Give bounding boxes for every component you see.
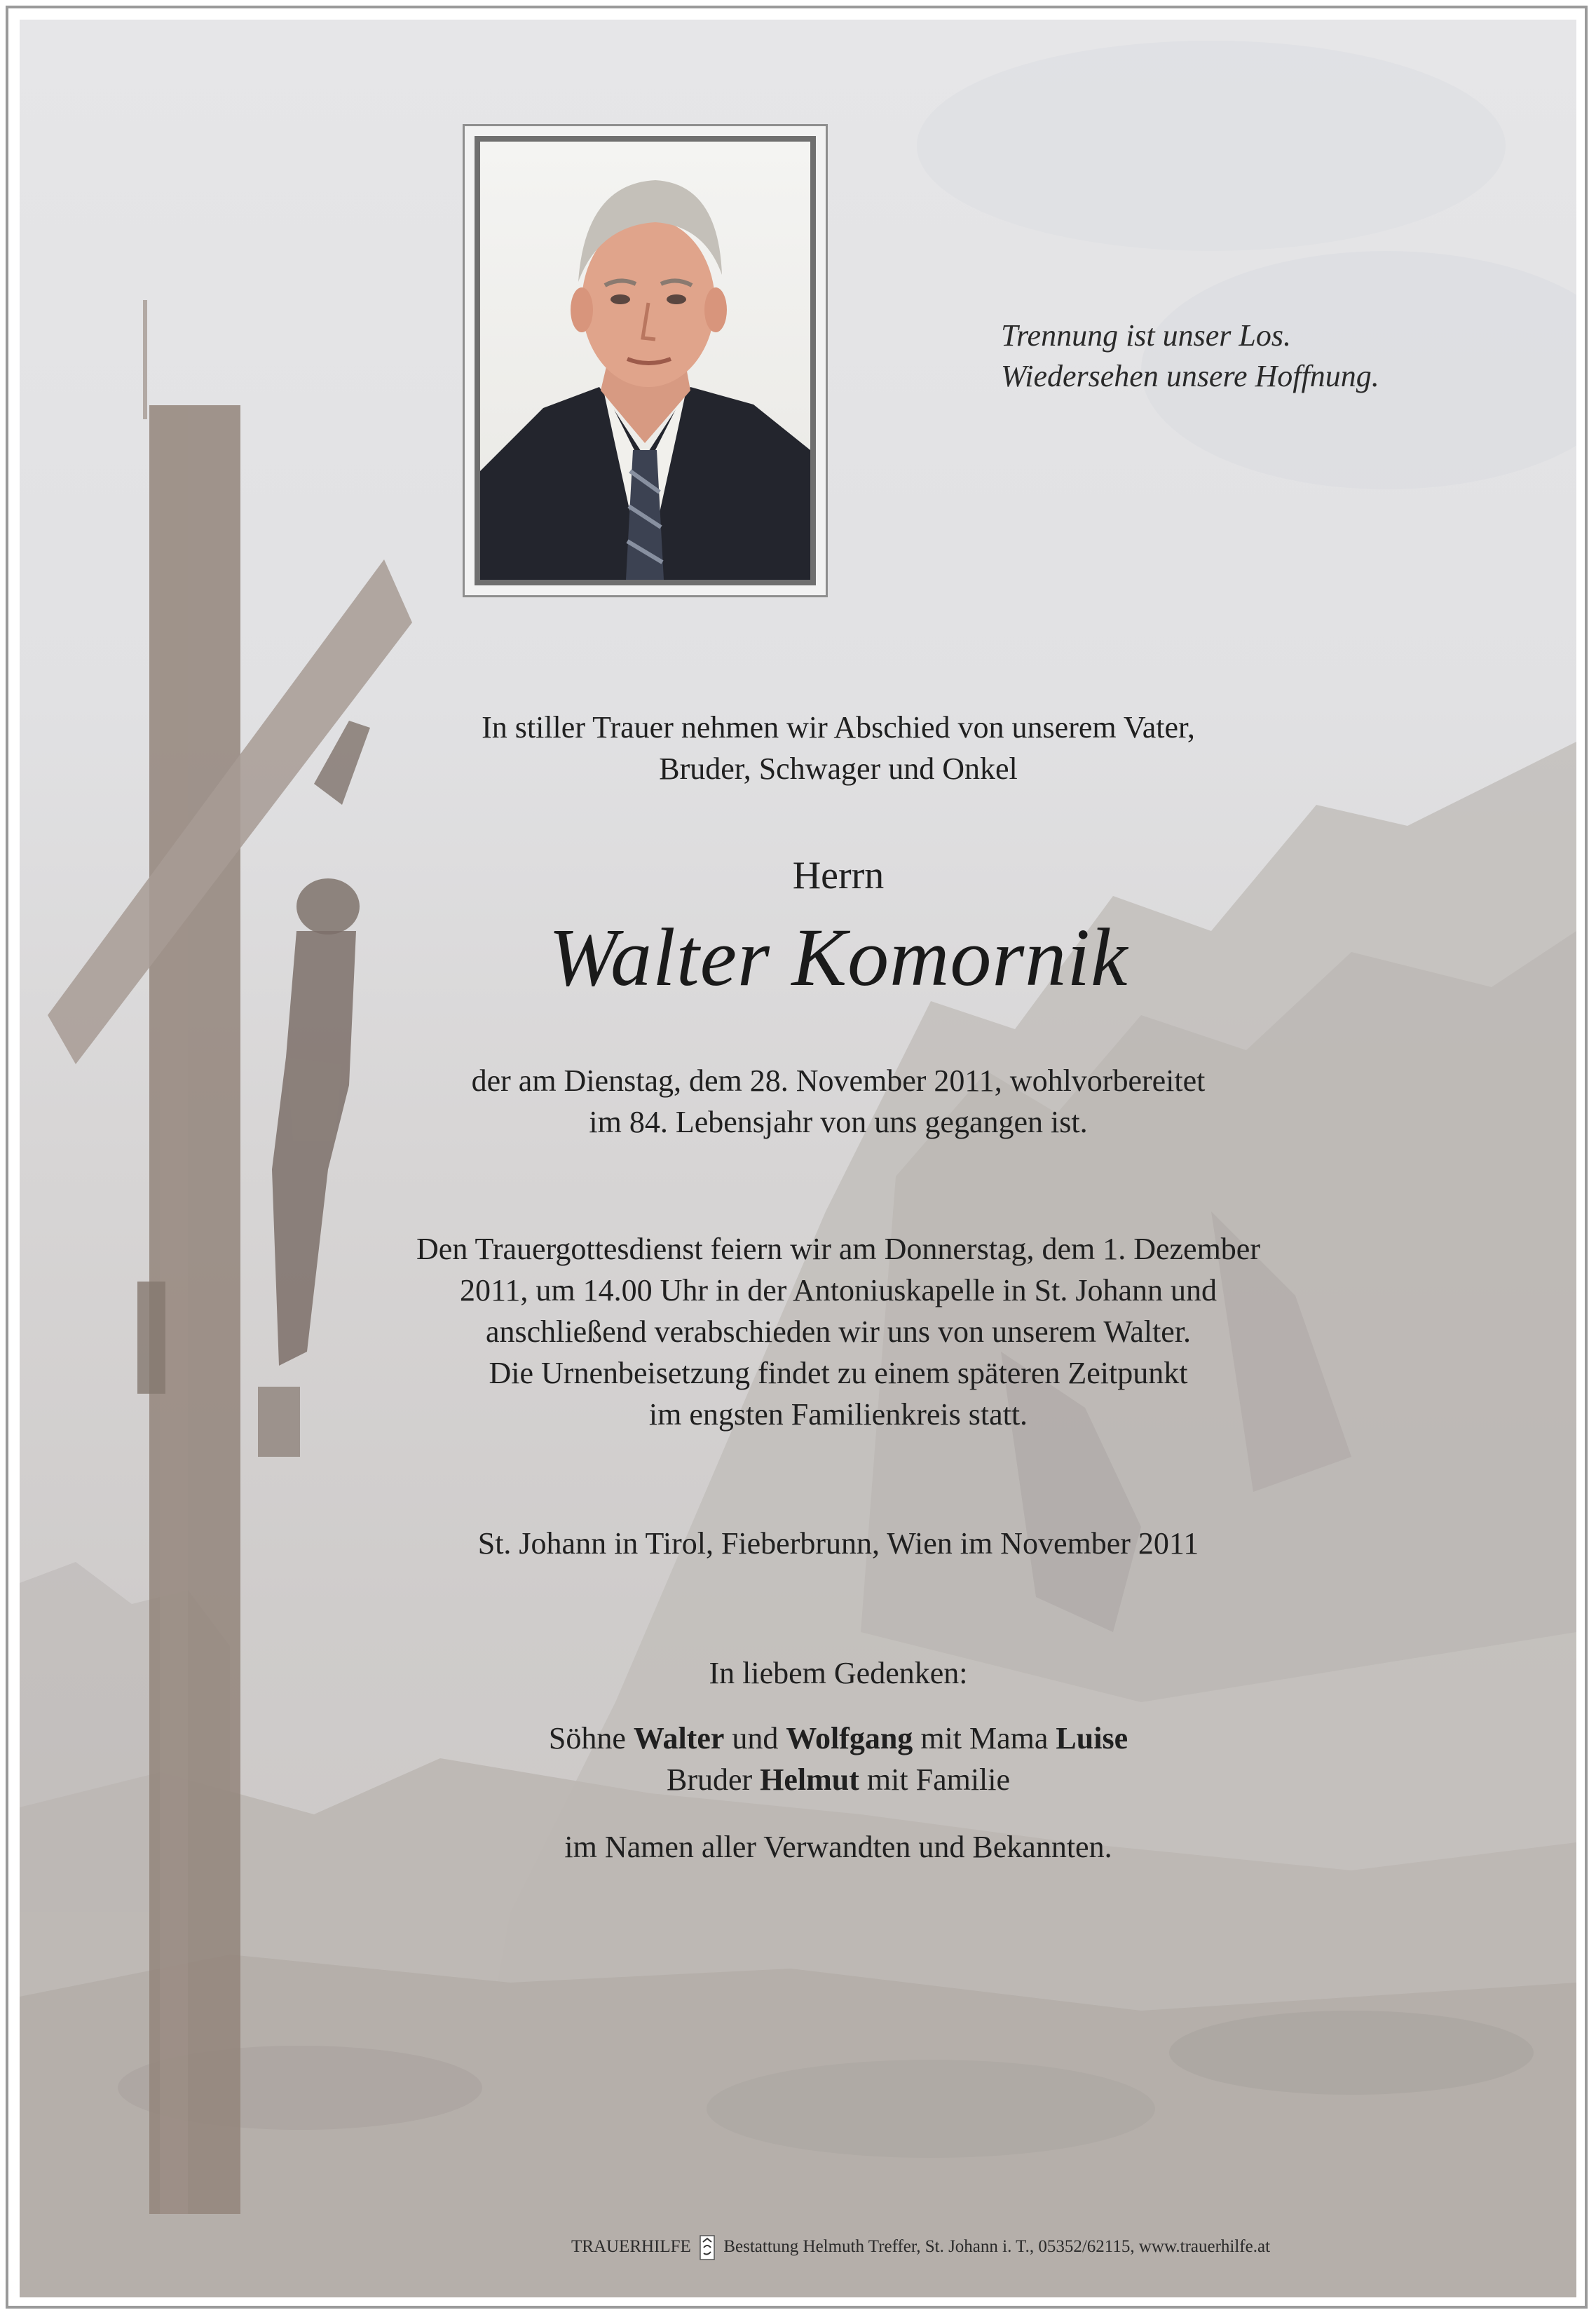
place-date: St. Johann in Tirol, Fieberbrunn, Wien im November 2011 xyxy=(477,1526,1199,1561)
service-line-1: Den Trauergottesdienst feiern wir am Donnerstag, dem 1. Dezember xyxy=(416,1232,1260,1266)
son-name-1: Walter xyxy=(633,1721,725,1755)
family-label: mit Familie xyxy=(866,1762,1011,1797)
portrait-frame xyxy=(463,124,828,597)
mourners-line-1 xyxy=(81,1718,1596,1759)
brother-label: Bruder xyxy=(666,1762,753,1797)
intro-line-1: In stiller Trauer nehmen wir Abschied von unserem Vater, xyxy=(482,710,1195,745)
with-mama-label: mit Mama xyxy=(920,1721,1049,1755)
son-name-2: Wolfgang xyxy=(786,1721,913,1755)
service-line-5: im engsten Familienkreis statt. xyxy=(648,1397,1028,1432)
sons-label: Söhne xyxy=(548,1721,626,1755)
death-line-1: der am Dienstag, dem 28. November 2011, wohlvorbereitet xyxy=(471,1064,1206,1098)
service-line-2: 2011, um 14.00 Uhr in der Antoniuskapelle in St. Johann und xyxy=(460,1273,1217,1307)
trauerhilfe-logo-icon xyxy=(700,2235,715,2260)
mother-name: Luise xyxy=(1056,1721,1128,1755)
footer-details: Bestattung Helmuth Treffer, St. Johann i. T., 05352/62115, www.trauerhilfe.at xyxy=(723,2237,1271,2256)
portrait-illustration xyxy=(480,142,810,580)
service-line-4: Die Urnenbeisetzung findet zu einem späteren Zeitpunkt xyxy=(489,1356,1188,1390)
salutation: Herrn xyxy=(792,854,885,897)
mourners-list xyxy=(0,1718,1596,1800)
epitaph-quote xyxy=(1001,315,1379,397)
quote-line-2: Wiedersehen unsere Hoffnung. xyxy=(1001,359,1379,393)
service-details xyxy=(0,1228,1596,1435)
quote-line-1: Trennung ist unser Los. xyxy=(1001,318,1292,353)
footer-brand: TRAUERHILFE xyxy=(571,2237,691,2256)
and-word: und xyxy=(732,1721,779,1755)
footer-imprint xyxy=(571,2235,1270,2260)
service-line-3: anschließend verabschieden wir uns von unserem Walter. xyxy=(485,1314,1192,1349)
intro-text xyxy=(0,707,1596,789)
portrait-photo xyxy=(475,136,816,585)
deceased-name: Walter Komornik xyxy=(548,911,1128,1003)
memory-heading: In liebem Gedenken: xyxy=(709,1656,968,1690)
mourners-line-2 xyxy=(81,1759,1596,1800)
intro-line-2: Bruder, Schwager und Onkel xyxy=(659,752,1018,786)
brother-name: Helmut xyxy=(760,1762,859,1797)
closing-line: im Namen aller Verwandten und Bekannten. xyxy=(564,1830,1112,1864)
death-notice xyxy=(0,1060,1596,1143)
death-line-2: im 84. Lebensjahr von uns gegangen ist. xyxy=(589,1105,1088,1139)
